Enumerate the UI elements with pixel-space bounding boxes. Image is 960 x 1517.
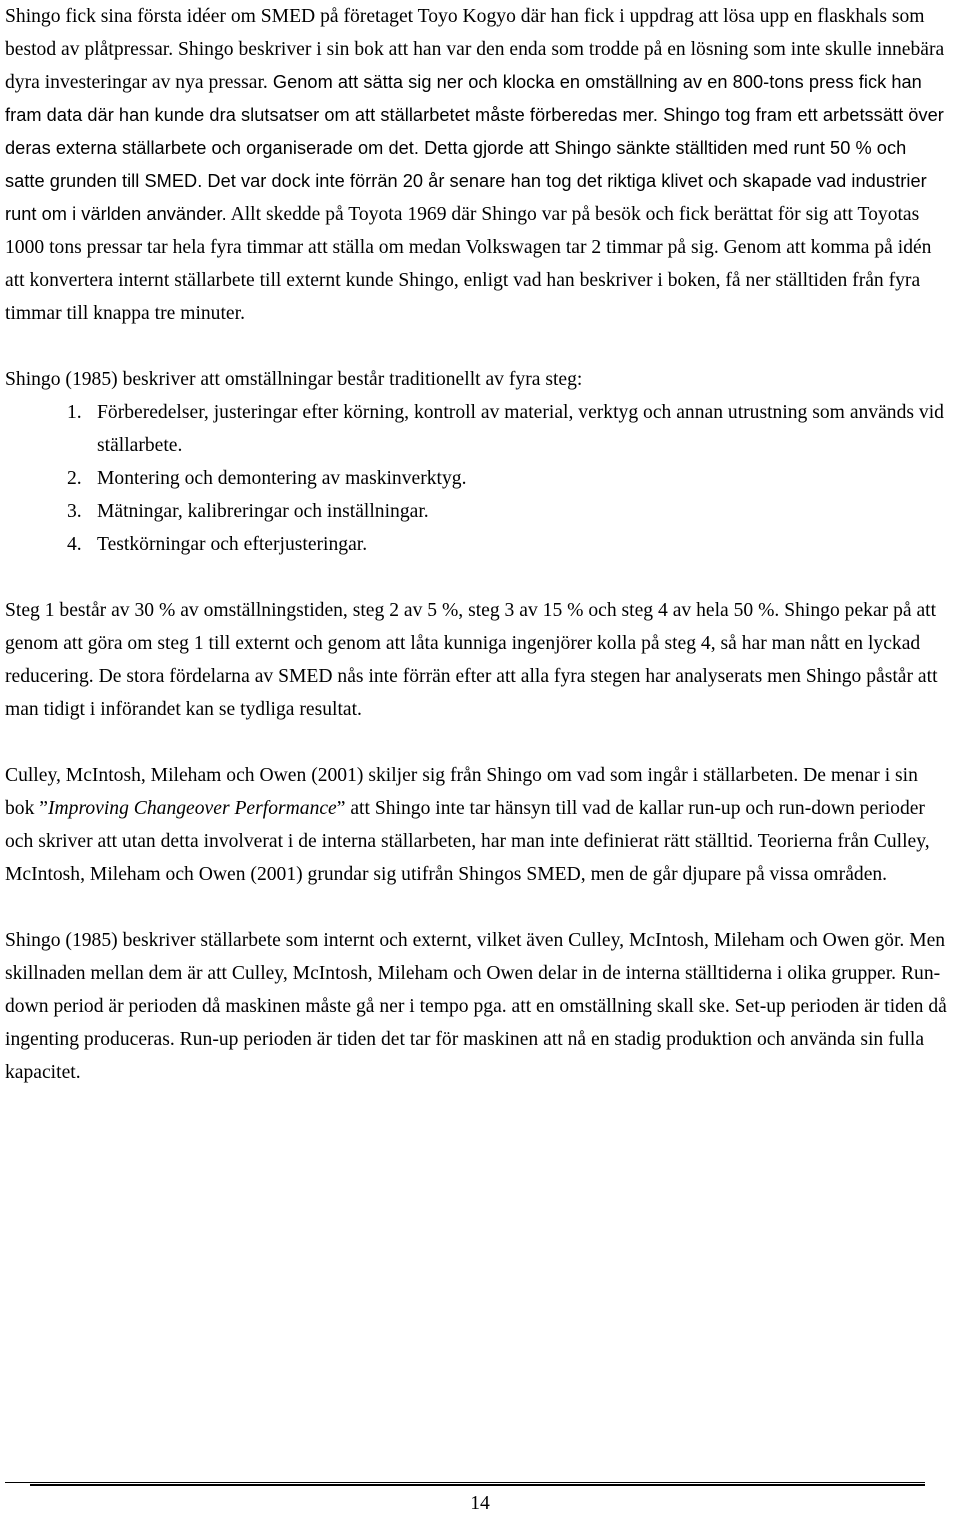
book-title: Improving Changeover Performance — [48, 798, 337, 819]
paragraph-smed-origins — [5, 0, 951, 330]
list-item — [5, 528, 951, 561]
list-item-text: Mätningar, kalibreringar och inställningar. — [97, 501, 429, 522]
body-text — [5, 0, 951, 1089]
paragraph-text-after-title: ” att Shingo inte tar hänsyn till vad de kallar run-up och run-down perioder och skriver att utan detta involverat i de interna ställarbeten, har man inte definierat rätt ställtid. Teorierna från Culley, McIntosh, Mileham och Owen (2001) grundar sig utifrån Shingos SMED, men de går djupare på vissa områden. — [5, 798, 930, 885]
paragraph-internal-external: Shingo (1985) beskriver ställarbete som internt och externt, vilket även Culley, McIntosh, Mileham och Owen gör. Men skillnaden mellan dem är att Culley, McIntosh, Mileham och Owen delar in de interna ställtiderna i olika grupper. Run-down period är perioden då maskinen måste gå ner i tempo pga. att en omställning skall ske. Set-up perioden är tiden då ingenting produceras. Run-up perioden är tiden det tar för maskinen att nå en stadig produktion och använda sin fulla kapacitet. — [5, 930, 947, 1083]
paragraph-step-shares: Steg 1 består av 30 % av omställningstiden, steg 2 av 5 %, steg 3 av 15 % och steg 4 av hela 50 %. Shingo pekar på att genom att göra om steg 1 till externt och genom att låta kunniga ingenjörer kolla på steg 4, så har man nått en lyckad reducering. De stora fördelarna av SMED nås inte förrän efter att alla fyra stegen har analyserats men Shingo påstår att man tidigt i införandet kan se tydliga resultat. — [5, 600, 938, 720]
list-item-number: 1. — [67, 402, 82, 423]
list-item-text: Förberedelser, justeringar efter körning, kontroll av material, verktyg och annan utrustning som används vid ställarbete. — [97, 402, 944, 456]
paragraph-spacer — [5, 891, 951, 924]
list-item-text: Montering och demontering av maskinverktyg. — [97, 468, 467, 489]
footer-divider — [5, 1482, 925, 1483]
footer-divider-accent — [30, 1484, 925, 1486]
list-item-number: 4. — [67, 534, 82, 555]
paragraph-culley-comparison — [5, 759, 951, 891]
list-item-number: 3. — [67, 501, 82, 522]
paragraph-serif-tail: Allt skedde på Toyota 1969 där Shingo var på besök och fick berättat för sig att Toyotas 1000 tons pressar tar hela fyra timmar att ställa om medan Volkswagen tar 2 timmar på sig. Genom att komma på idén att konvertera internt ställarbete till externt kunde Shingo, enligt vad han beskriver i boken, få ner ställtiden från fyra timmar till knappa tre minuter. — [5, 204, 932, 324]
paragraph-text-before-title: Culley, McIntosh, Mileham och Owen (2001) skiljer sig från Shingo om vad som ingår i ställarbeten. De menar i sin bok ” — [5, 765, 918, 819]
list-item — [5, 396, 951, 462]
list-item-text: Testkörningar och efterjusteringar. — [97, 534, 368, 555]
paragraph-spacer — [5, 726, 951, 759]
paragraph-sans-run: Genom att sätta sig ner och klocka en omställning av en 800-tons press fick han fram data där han kunde dra slutsatser om att ställarbetet måste förberedas mer. Shingo tog fram ett arbetssätt över deras externa ställarbete och organiserade om det. Detta gjorde att Shingo sänkte ställtiden med runt 50 % och satte grunden till SMED. Det var dock inte förrän 20 år senare han tog det riktiga klivet och skapade vad industrier runt om i världen använder. — [5, 72, 944, 224]
list-item — [5, 462, 951, 495]
paragraph-spacer — [5, 330, 951, 363]
page-number: 14 — [470, 1493, 490, 1514]
list-item-number: 2. — [67, 468, 82, 489]
paragraph-four-steps-intro: Shingo (1985) beskriver att omställningar består traditionellt av fyra steg: — [5, 369, 583, 390]
list-item — [5, 495, 951, 528]
steps-list — [5, 396, 951, 561]
paragraph-serif-lead: Shingo fick sina första idéer om SMED på företaget Toyo Kogyo där han fick i uppdrag att lösa upp en flaskhals som bestod av plåtpressar. Shingo beskriver i sin bok att han var den enda som trodde på en lösning som inte skulle innebära dyra investeringar av nya pressar. — [5, 6, 945, 93]
paragraph-spacer — [5, 561, 951, 594]
